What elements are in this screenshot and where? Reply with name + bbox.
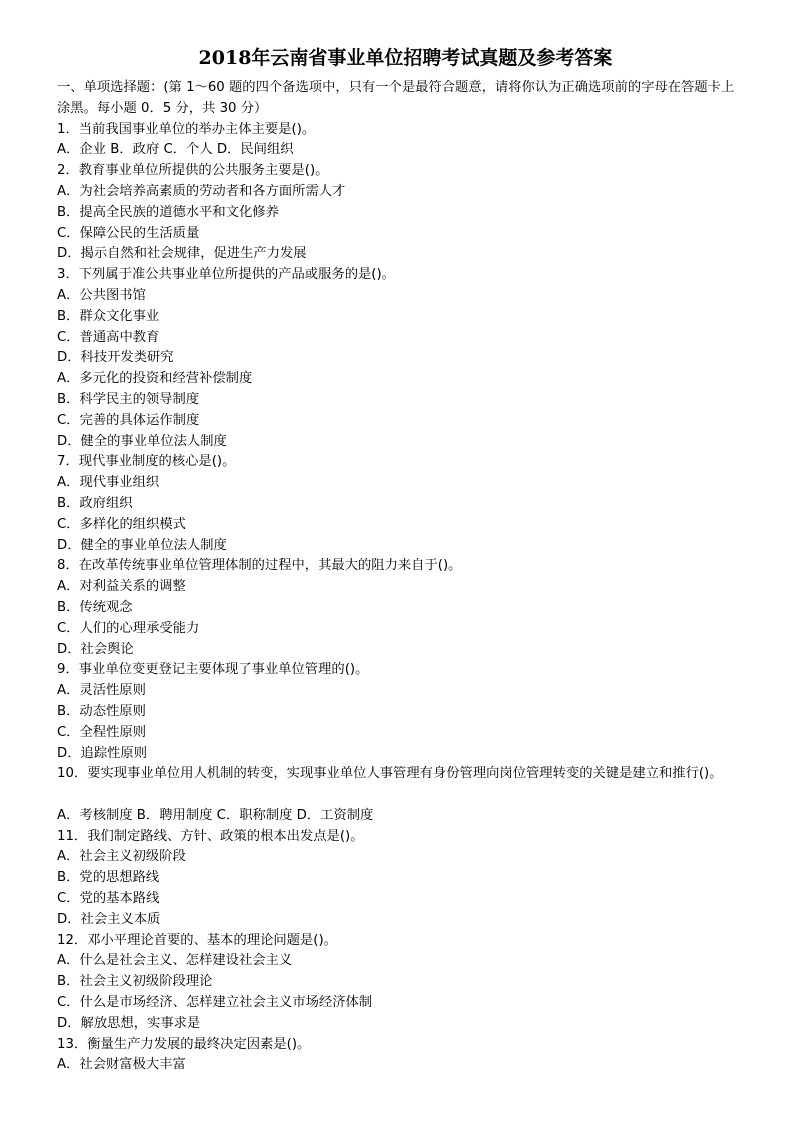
answer-option: C．什么是市场经济、怎样建立社会主义市场经济体制 [57,995,373,1011]
answer-option: C．党的基本路线 [57,891,160,907]
answer-option: D．健全的事业单位法人制度 [57,433,227,449]
document-title: 2018年云南省事业单位招聘考试真题及参考答案 [198,47,613,69]
question-stem: 7．现代事业制度的核心是()。 [57,454,236,470]
answer-option: B．科学民主的领导制度 [57,391,200,407]
answer-option: B．群众文化事业 [57,308,160,324]
answer-option: C．普通高中教育 [57,329,160,345]
answer-option: D．揭示自然和社会规律，促进生产力发展 [57,246,307,262]
section-instructions: 一、单项选择题：(第 1～60 题的四个备选项中，只有一个是最符合题意，请将你认为正确选项前的字母在答题卡上涂黑。每小题 0．5 分，共 30 分） [57,80,735,116]
question-stem: 9．事业单位变更登记主要体现了事业单位管理的()。 [57,662,369,678]
answer-option: A．社会财富极大丰富 [57,1057,186,1073]
answer-option: D．社会舆论 [57,641,134,657]
answer-option: D．科技开发类研究 [57,350,174,366]
answer-option: D．解放思想，实事求是 [57,1015,201,1031]
answer-option: C．多样化的组织模式 [57,516,186,532]
question-stem: 10．要实现事业单位用人机制的转变，实现事业单位人事管理有身份管理向岗位管理转变的关键是建立和推行()。 [57,766,723,782]
answer-option: A．考核制度 B．聘用制度 C．职称制度 D．工资制度 [57,807,374,823]
answer-option: A．对利益关系的调整 [57,579,186,595]
answer-option: D．健全的事业单位法人制度 [57,537,227,553]
question-stem: 2．教育事业单位所提供的公共服务主要是()。 [57,163,329,179]
question-stem: 3．下列属于准公共事业单位所提供的产品或服务的是()。 [57,267,395,283]
question-stem: 8．在改革传统事业单位管理体制的过程中，其最大的阻力来自于()。 [57,558,462,574]
answer-option: C．人们的心理承受能力 [57,620,200,636]
answer-option: B．提高全民族的道德水平和文化修养 [57,204,279,220]
answer-option: D．追踪性原则 [57,745,148,761]
answer-option: A．现代事业组织 [57,475,160,491]
answer-option: B．传统观念 [57,599,133,615]
answer-option: B．政府组织 [57,495,133,511]
question-list [57,120,754,1077]
question-stem: 1．当前我国事业单位的举办主体主要是()。 [57,121,316,137]
question-stem: 12．邓小平理论首要的、基本的理论问题是()。 [57,932,337,948]
answer-option: A．为社会培养高素质的劳动者和各方面所需人才 [57,183,346,199]
answer-option: A．灵活性原则 [57,683,146,699]
answer-option: A．多元化的投资和经营补偿制度 [57,371,253,387]
answer-option: A．公共图书馆 [57,287,146,303]
answer-option: A．社会主义初级阶段 [57,849,186,865]
question-stem: 13．衡量生产力发展的最终决定因素是()。 [57,1036,311,1052]
answer-option: C．保障公民的生活质量 [57,225,200,241]
answer-option: A．什么是社会主义、怎样建设社会主义 [57,953,293,969]
answer-option: A．企业 B．政府 C．个人 D．民间组织 [57,142,294,158]
question-stem: 11．我们制定路线、方针、政策的根本出发点是()。 [57,828,364,844]
answer-option: B．社会主义初级阶段理论 [57,974,213,990]
answer-option: B．动态性原则 [57,703,146,719]
answer-option: D．社会主义本质 [57,911,161,927]
answer-option: C．完善的具体运作制度 [57,412,200,428]
answer-option: B．党的思想路线 [57,870,160,886]
answer-option: C．全程性原则 [57,724,147,740]
